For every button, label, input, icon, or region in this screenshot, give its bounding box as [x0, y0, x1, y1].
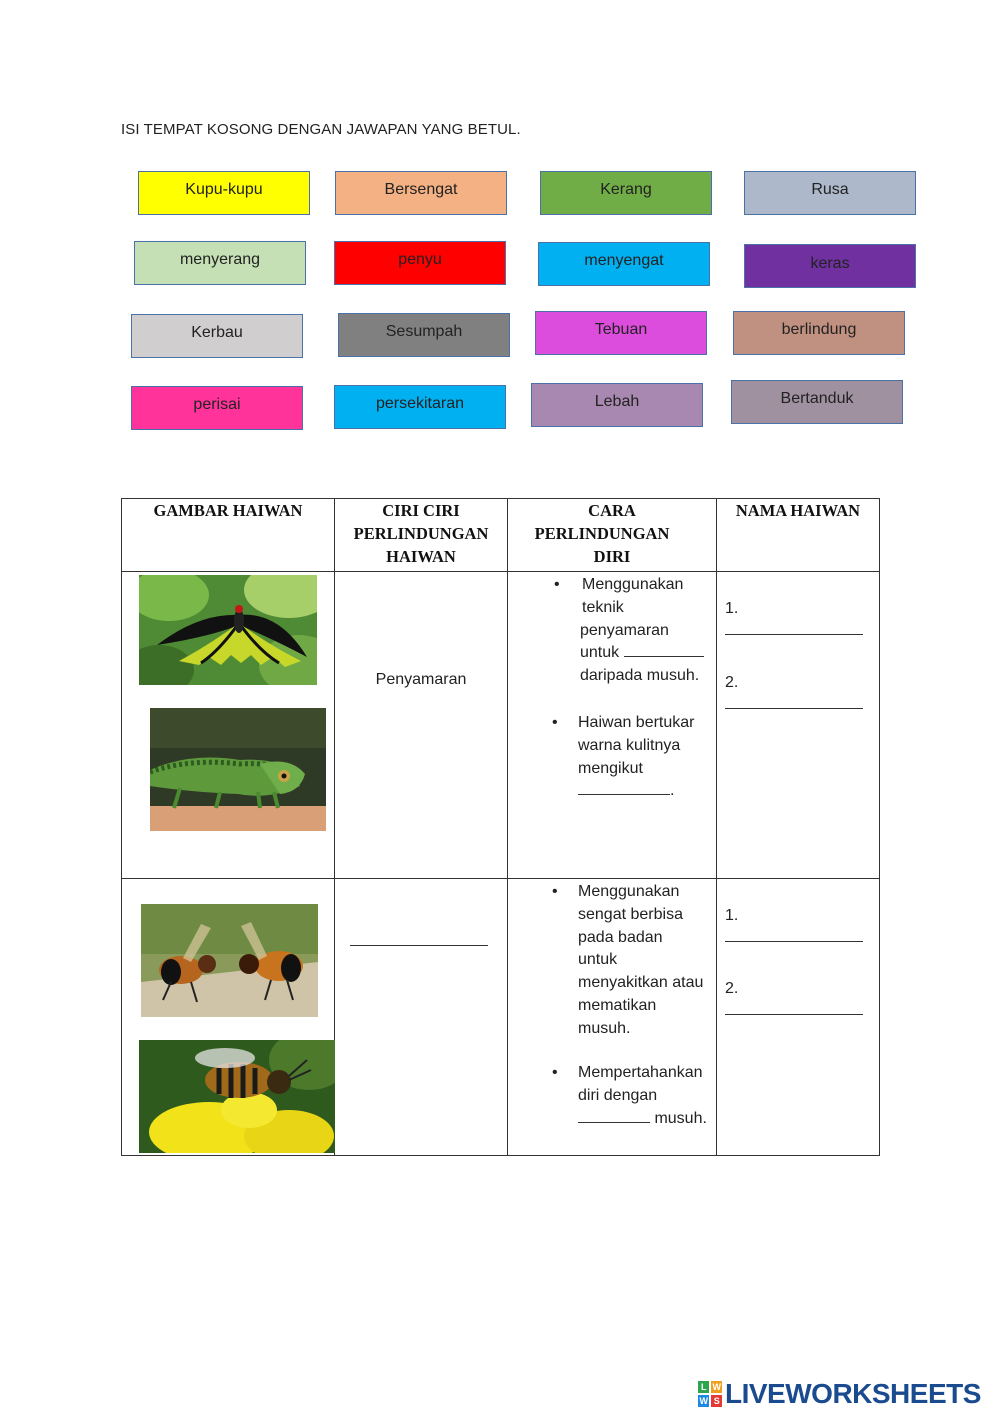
list-item: [578, 712, 695, 803]
method-text: mengikut: [578, 759, 643, 777]
liveworksheets-logo: [698, 1378, 981, 1410]
method-line: untuk: [580, 642, 704, 665]
word-tile-kupu-kupu[interactable]: Kupu-kupu: [138, 171, 310, 215]
word-tile-perisai[interactable]: perisai: [131, 386, 303, 430]
logo-icon: [698, 1381, 722, 1407]
word-tile-tebuan[interactable]: Tebuan: [535, 311, 707, 355]
word-tile-rusa[interactable]: Rusa: [744, 171, 916, 215]
logo-mark-letter: S: [711, 1395, 722, 1407]
header-line: HAIWAN: [386, 547, 456, 566]
list-item: [578, 1062, 707, 1130]
table-row: [122, 572, 880, 879]
blank-answer[interactable]: [578, 780, 670, 795]
method-text: pada badan: [578, 928, 663, 946]
method-text: penyamaran: [580, 621, 669, 639]
animal-protection-table: [121, 498, 880, 1156]
header-line: PERLINDUNGAN: [534, 524, 670, 543]
name-number: 1.: [725, 907, 739, 924]
list-item: [580, 574, 704, 688]
blank-answer[interactable]: [725, 694, 863, 709]
method-line: .: [578, 780, 695, 803]
method-text: diri dengan: [578, 1086, 658, 1104]
name-answer-2: [725, 978, 863, 1022]
name-number: 1.: [725, 600, 739, 617]
blank-answer[interactable]: [725, 620, 863, 635]
animal-images-cell: [122, 879, 335, 1156]
table-header-row: [122, 499, 880, 572]
animal-images-cell: [122, 572, 335, 879]
word-tile-sesumpah[interactable]: Sesumpah: [338, 313, 510, 357]
word-tile-kerbau[interactable]: Kerbau: [131, 314, 303, 358]
table-row: [122, 879, 880, 1156]
method-cell: [508, 572, 717, 879]
name-answer-1: [725, 598, 863, 642]
header-cara-perlindungan: [508, 499, 717, 572]
method-text: daripada musuh.: [580, 667, 700, 685]
name-answer-2: [725, 672, 863, 716]
name-number: 2.: [725, 980, 739, 997]
header-gambar-haiwan: GAMBAR HAIWAN: [122, 499, 335, 572]
word-tile-menyengat[interactable]: menyengat: [538, 242, 710, 286]
header-line: CARA: [588, 501, 636, 520]
method-cell: [508, 879, 717, 1156]
method-list: [578, 881, 703, 1041]
method-text: menyakitkan atau: [578, 974, 704, 992]
name-number: 2.: [725, 674, 739, 691]
logo-text: LIVEWORKSHEETS: [725, 1378, 981, 1409]
blank-answer[interactable]: [624, 642, 704, 657]
method-text: • Menggunakan: [582, 576, 684, 593]
word-tile-bertanduk[interactable]: Bertanduk: [731, 380, 903, 424]
blank-answer[interactable]: [725, 927, 863, 942]
chameleon-image: [150, 708, 326, 831]
butterfly-image: [139, 575, 317, 685]
header-ciri-perlindungan: [335, 499, 508, 572]
blank-answer[interactable]: [725, 1000, 863, 1015]
feature-blank-answer[interactable]: [350, 931, 488, 946]
word-tile-berlindung[interactable]: berlindung: [733, 311, 905, 355]
word-tile-penyu[interactable]: penyu: [334, 241, 506, 285]
word-tile-keras[interactable]: keras: [744, 244, 916, 288]
header-line: CIRI CIRI: [382, 501, 460, 520]
animal-names-cell: [717, 879, 880, 1156]
method-text: warna kulitnya: [578, 736, 681, 754]
method-text: • Menggunakan: [578, 883, 680, 900]
blank-answer[interactable]: [578, 1108, 650, 1123]
method-text: musuh.: [578, 1019, 631, 1037]
method-text: • Mempertahankan: [578, 1064, 703, 1081]
method-list: [578, 712, 695, 803]
name-answer-1: [725, 905, 863, 949]
header-nama-haiwan: NAMA HAIWAN: [717, 499, 880, 572]
word-tile-bersengat[interactable]: Bersengat: [335, 171, 507, 215]
feature-cell: [335, 879, 508, 1156]
feature-penyamaran: Penyamaran: [375, 671, 467, 688]
hornet-image: [141, 904, 318, 1017]
logo-mark-letter: L: [698, 1381, 709, 1393]
word-tile-persekitaran[interactable]: persekitaran: [334, 385, 506, 429]
animal-names-cell: [717, 572, 880, 879]
word-tile-lebah[interactable]: Lebah: [531, 383, 703, 427]
method-text: mematikan: [578, 996, 657, 1014]
instruction-text: ISI TEMPAT KOSONG DENGAN JAWAPAN YANG BETUL.: [121, 121, 521, 138]
bee-image: [139, 1040, 335, 1153]
header-line: PERLINDUNGAN: [353, 524, 489, 543]
logo-mark-letter: W: [712, 1382, 721, 1392]
word-tile-menyerang[interactable]: menyerang: [134, 241, 306, 285]
header-line: DIRI: [593, 547, 631, 566]
method-list: [580, 574, 704, 688]
method-text: untuk: [578, 951, 618, 969]
feature-cell: [335, 572, 508, 879]
list-item: [578, 881, 703, 1041]
method-list: [578, 1062, 707, 1130]
word-tile-kerang[interactable]: Kerang: [540, 171, 712, 215]
logo-mark-letter: W: [699, 1396, 708, 1406]
method-text: teknik: [582, 598, 624, 616]
method-text: • Haiwan bertukar: [578, 714, 695, 731]
method-line: musuh.: [578, 1108, 707, 1131]
method-text: sengat berbisa: [578, 905, 683, 923]
